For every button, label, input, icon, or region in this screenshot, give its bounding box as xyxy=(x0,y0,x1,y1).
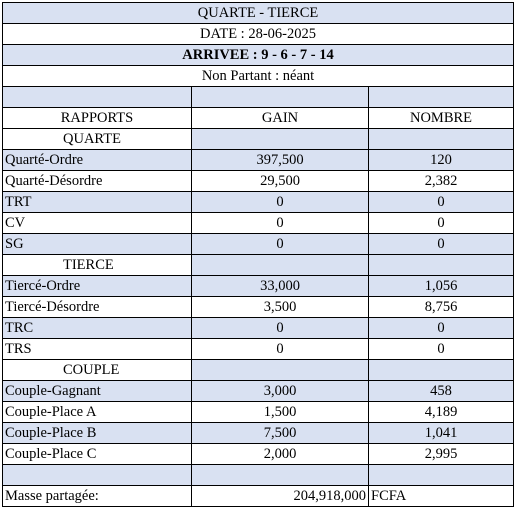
table-row xyxy=(3,150,514,171)
row-nombre: 4,189 xyxy=(369,402,514,423)
row-label: Couple-Place A xyxy=(3,402,192,423)
section-title: COUPLE xyxy=(3,360,192,381)
row-gain: 7,500 xyxy=(192,423,369,444)
empty-cell xyxy=(192,465,369,486)
section-header-row xyxy=(3,360,514,381)
row-gain: 0 xyxy=(192,318,369,339)
row-gain: 3,500 xyxy=(192,297,369,318)
col-header-rapports: RAPPORTS xyxy=(3,108,192,129)
table-row xyxy=(3,192,514,213)
row-nombre: 1,056 xyxy=(369,276,514,297)
row-nombre: 0 xyxy=(369,318,514,339)
footer-row xyxy=(3,486,514,507)
empty-cell xyxy=(369,465,514,486)
empty-cell xyxy=(369,255,514,276)
non-partant-row xyxy=(3,66,514,87)
row-label: Tiercé-Désordre xyxy=(3,297,192,318)
section-title: TIERCE xyxy=(3,255,192,276)
title-row xyxy=(3,3,514,24)
row-label: SG xyxy=(3,234,192,255)
row-label: TRS xyxy=(3,339,192,360)
col-header-nombre: NOMBRE xyxy=(369,108,514,129)
empty-cell xyxy=(192,87,369,108)
row-gain: 0 xyxy=(192,234,369,255)
row-nombre: 0 xyxy=(369,213,514,234)
results-table xyxy=(2,2,514,507)
table-row xyxy=(3,381,514,402)
spacer-row xyxy=(3,87,514,108)
table-row xyxy=(3,402,514,423)
row-nombre: 0 xyxy=(369,234,514,255)
row-label: Tiercé-Ordre xyxy=(3,276,192,297)
non-partant: Non Partant : néant xyxy=(3,66,514,87)
empty-cell xyxy=(369,129,514,150)
spacer-row xyxy=(3,465,514,486)
row-nombre: 1,041 xyxy=(369,423,514,444)
table-row xyxy=(3,423,514,444)
column-header-row xyxy=(3,108,514,129)
empty-cell xyxy=(3,465,192,486)
date-row xyxy=(3,24,514,45)
row-gain: 397,500 xyxy=(192,150,369,171)
section-header-row xyxy=(3,129,514,150)
race-date: DATE : 28-06-2025 xyxy=(3,24,514,45)
row-label: Couple-Place B xyxy=(3,423,192,444)
empty-cell xyxy=(192,129,369,150)
empty-cell xyxy=(369,360,514,381)
row-label: Quarté-Ordre xyxy=(3,150,192,171)
row-nombre: 0 xyxy=(369,192,514,213)
table-row xyxy=(3,213,514,234)
masse-currency: FCFA xyxy=(369,486,514,507)
empty-cell xyxy=(369,87,514,108)
row-label: Couple-Place C xyxy=(3,444,192,465)
row-nombre: 120 xyxy=(369,150,514,171)
row-label: Quarté-Désordre xyxy=(3,171,192,192)
col-header-gain: GAIN xyxy=(192,108,369,129)
table-row xyxy=(3,444,514,465)
row-nombre: 458 xyxy=(369,381,514,402)
row-nombre: 0 xyxy=(369,339,514,360)
row-gain: 2,000 xyxy=(192,444,369,465)
arrivee-result: ARRIVEE : 9 - 6 - 7 - 14 xyxy=(3,45,514,66)
table-row xyxy=(3,171,514,192)
section-title: QUARTE xyxy=(3,129,192,150)
row-gain: 29,500 xyxy=(192,171,369,192)
row-gain: 0 xyxy=(192,213,369,234)
row-label: TRT xyxy=(3,192,192,213)
empty-cell xyxy=(192,360,369,381)
empty-cell xyxy=(3,87,192,108)
section-header-row xyxy=(3,255,514,276)
arrivee-row xyxy=(3,45,514,66)
table-row xyxy=(3,234,514,255)
row-gain: 0 xyxy=(192,339,369,360)
masse-label: Masse partagée: xyxy=(3,486,192,507)
row-gain: 3,000 xyxy=(192,381,369,402)
row-gain: 0 xyxy=(192,192,369,213)
row-label: TRC xyxy=(3,318,192,339)
table-row xyxy=(3,276,514,297)
row-label: CV xyxy=(3,213,192,234)
row-nombre: 8,756 xyxy=(369,297,514,318)
table-row xyxy=(3,318,514,339)
row-nombre: 2,995 xyxy=(369,444,514,465)
row-label: Couple-Gagnant xyxy=(3,381,192,402)
empty-cell xyxy=(192,255,369,276)
row-gain: 1,500 xyxy=(192,402,369,423)
row-gain: 33,000 xyxy=(192,276,369,297)
sheet-title: QUARTE - TIERCE xyxy=(3,3,514,24)
table-row xyxy=(3,339,514,360)
masse-amount: 204,918,000 xyxy=(192,486,369,507)
row-nombre: 2,382 xyxy=(369,171,514,192)
table-row xyxy=(3,297,514,318)
